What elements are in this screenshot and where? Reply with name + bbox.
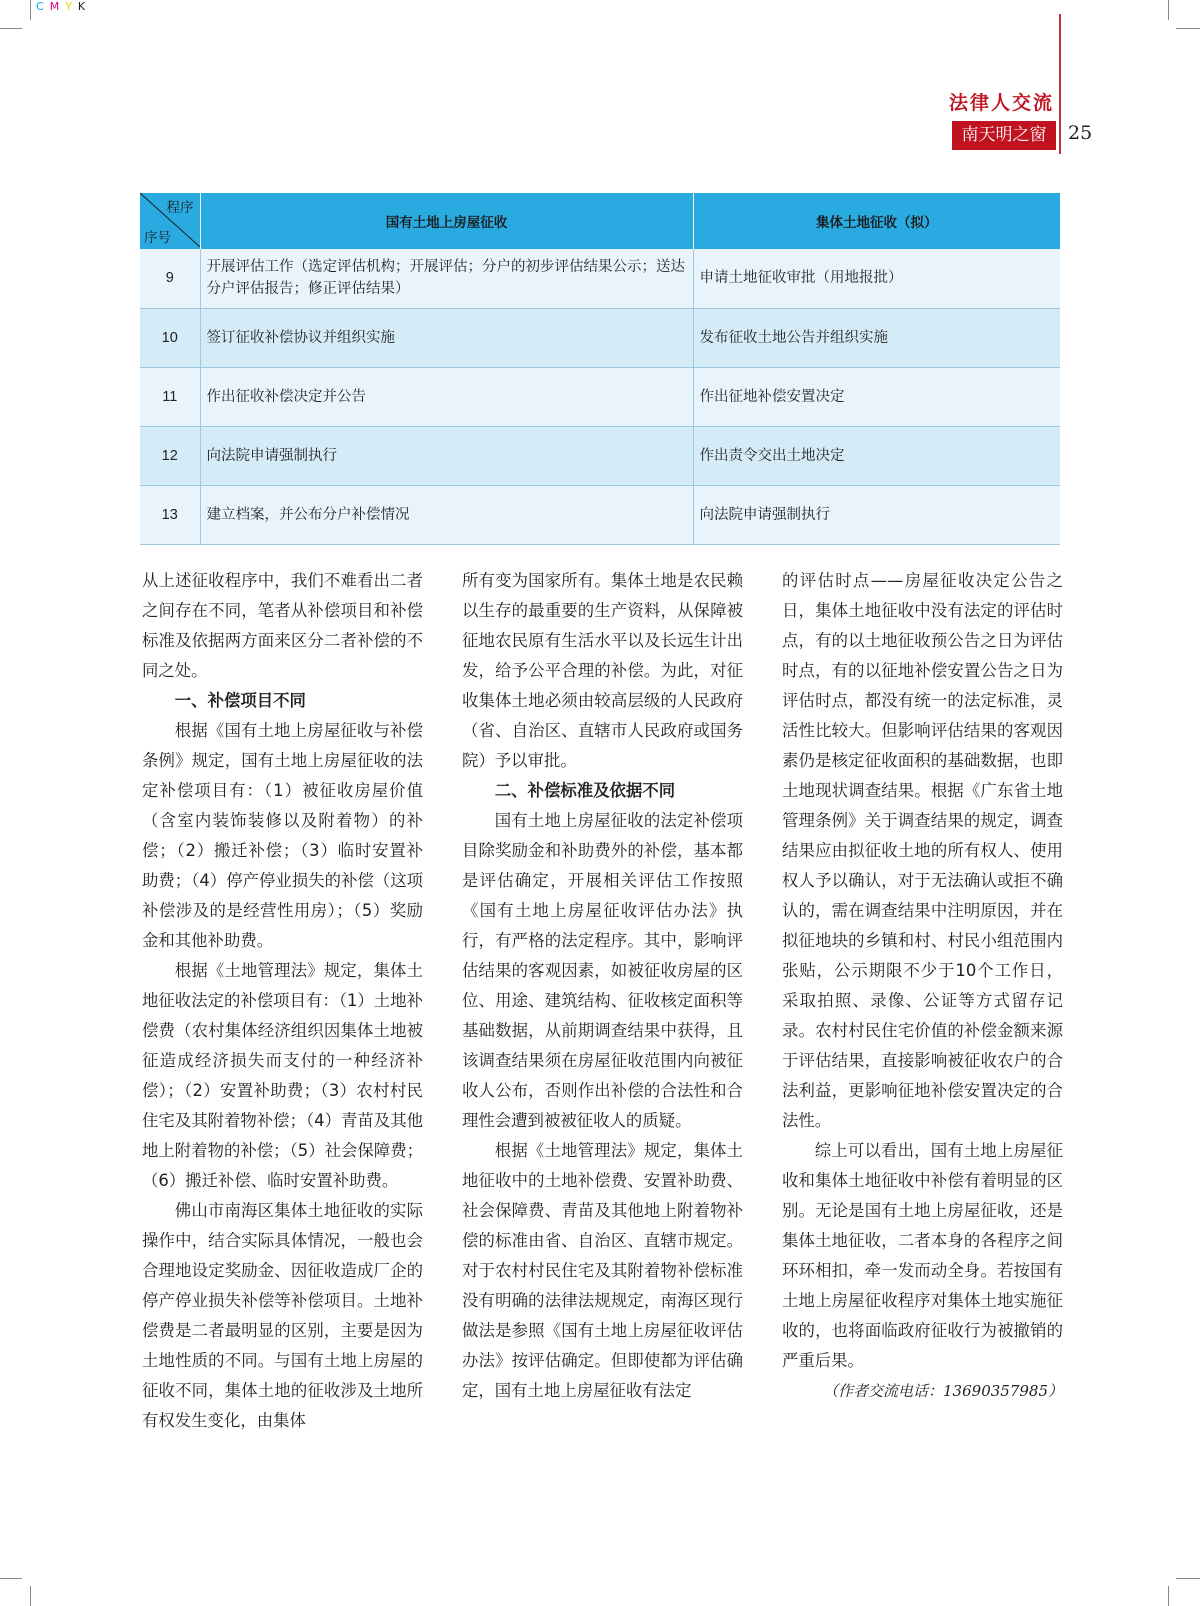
crop-mark [30, 0, 31, 20]
state-step: 建立档案，并公布分户补偿情况 [200, 485, 693, 544]
state-step: 签订征收补偿协议并组织实施 [200, 308, 693, 367]
paragraph: 根据《国有土地上房屋征收与补偿条例》规定，国有土地上房屋征收的法定补偿项目有：（1）被征收房屋价值（含室内装饰装修以及附着物）的补偿；（2）搬迁补偿；（3）临时安置补助费；（4）停产停业损失的补偿（这项补偿涉及的是经营性用房）；（5）奖励金和其他补助费。 [142, 721, 423, 950]
paragraph: 根据《土地管理法》规定，集体土地征收中的土地补偿费、安置补助费、社会保障费、青苗及其他地上附着物补偿的标准由省、自治区、直辖市规定。对于农村村民住宅及其附着物补偿标准没有明确的法律法规规定，南海区现行做法是参照《国有土地上房屋征收评估办法》按评估确定。但即使都为评估确定，国有土地上房屋征收有法定 [462, 1141, 743, 1400]
paragraph: 佛山市南海区集体土地征收的实际操作中，结合实际具体情况，一般也会合理地设定奖励金、因征收造成厂企的停产停业损失补偿等补偿项目。土地补偿费是二者最明显的区别，主要是因为土地性质的不同。与国有土地上房屋的征收不同，集体土地的征收涉及土地所有权发生变化，由集体 [142, 1201, 423, 1430]
state-step: 向法院申请强制执行 [200, 426, 693, 485]
section-title: 法律人交流 [948, 92, 1054, 114]
table-row [140, 485, 1060, 544]
row-number: 9 [140, 249, 200, 308]
crop-mark [1168, 1586, 1169, 1606]
column-header-collective: 集体土地征收（拟） [693, 193, 1060, 249]
corner-label-top: 程序 [166, 200, 194, 216]
article-column-3 [782, 566, 1063, 1406]
row-number: 10 [140, 308, 200, 367]
crop-mark [0, 1578, 22, 1579]
section-heading: 一、补偿项目不同 [174, 691, 306, 710]
crop-mark [1168, 0, 1169, 20]
crop-mark [1176, 1578, 1200, 1579]
collective-step: 作出责令交出土地决定 [693, 426, 1060, 485]
table-row [140, 308, 1060, 367]
paragraph: 国有土地上房屋征收的法定补偿项目除奖励金和补助费外的补偿，基本都是评估确定，开展相关评估工作按照《国有土地上房屋征收评估办法》执行，有严格的法定程序。其中，影响评估结果的客观因素，如被征收房屋的区位、用途、建筑结构、征收核定面积等基础数据，从前期调查结果中获得，且该调查结果须在房屋征收范围内向被征收人公布，否则作出补偿的合法性和合理性会遭到被被征收人的质疑。 [462, 811, 743, 1130]
table-row [140, 367, 1060, 426]
crop-mark [0, 28, 22, 29]
corner-header [140, 193, 200, 249]
row-number: 13 [140, 485, 200, 544]
collective-step: 申请土地征收审批（用地报批） [693, 249, 1060, 308]
collective-step: 向法院申请强制执行 [693, 485, 1060, 544]
paragraph: 的评估时点——房屋征收决定公告之日，集体土地征收中没有法定的评估时点，有的以土地征收预公告之日为评估时点，有的以征地补偿安置公告之日为评估时点，都没有统一的法定标准，灵活性比较大。但影响评估结果的客观因素仍是核定征收面积的基础数据，也即土地现状调查结果。根据《广东省土地管理条例》关于调查结果的规定，调查结果应由拟征收土地的所有权人、使用权人予以确认，对于无法确认或拒不确认的，需在调查结果中注明原因，并在拟征地块的乡镇和村、村民小组范围内张贴，公示期限不少于10个工作日，采取拍照、录像、公证等方式留存记录。农村村民住宅价值的补偿金额来源于评估结果，直接影响被征收农户的合法利益，更影响征地补偿安置决定的合法性。 [782, 571, 1063, 1130]
cmyk-marker [36, 0, 91, 13]
crop-mark [1176, 28, 1200, 29]
column-badge: 南天明之窗 [952, 121, 1056, 150]
cmyk-y: Y [65, 0, 78, 13]
header-rule [1059, 14, 1061, 154]
cmyk-k: K [77, 0, 92, 13]
author-contact: （作者交流电话：13690357985） [823, 1382, 1063, 1400]
collective-step: 发布征收土地公告并组织实施 [693, 308, 1060, 367]
paragraph: 从上述征收程序中，我们不难看出二者之间存在不同，笔者从补偿项目和补偿标准及依据两方面来区分二者补偿的不同之处。 [142, 571, 423, 680]
cmyk-m: M [49, 0, 66, 13]
table-row [140, 249, 1060, 308]
page-number: 25 [1068, 122, 1093, 144]
collective-step: 作出征地补偿安置决定 [693, 367, 1060, 426]
corner-label-bottom: 序号 [144, 230, 171, 246]
cmyk-c: C [36, 0, 50, 13]
article-column-1 [142, 566, 423, 1436]
paragraph: 所有变为国家所有。集体土地是农民赖以生存的最重要的生产资料，从保障被征地农民原有生活水平以及长远生计出发，给予公平合理的补偿。为此，对征收集体土地必须由较高层级的人民政府（省、自治区、直辖市人民政府或国务院）予以审批。 [462, 571, 743, 770]
state-step: 作出征收补偿决定并公告 [200, 367, 693, 426]
column-header-state: 国有土地上房屋征收 [200, 193, 693, 249]
article-column-2 [462, 566, 743, 1406]
procedure-table [140, 193, 1060, 545]
row-number: 11 [140, 367, 200, 426]
state-step: 开展评估工作（选定评估机构；开展评估；分户的初步评估结果公示；送达分户评估报告；修正评估结果） [200, 249, 693, 308]
paragraph: 根据《土地管理法》规定，集体土地征收法定的补偿项目有：（1）土地补偿费（农村集体经济组织因集体土地被征造成经济损失而支付的一种经济补偿）；（2）安置补助费；（3）农村村民住宅及其附着物补偿；（4）青苗及其他地上附着物的补偿；（5）社会保障费；（6）搬迁补偿、临时安置补助费。 [142, 961, 423, 1190]
section-heading: 二、补偿标准及依据不同 [494, 781, 676, 800]
table-row [140, 426, 1060, 485]
crop-mark [30, 1586, 31, 1606]
paragraph: 综上可以看出，国有土地上房屋征收和集体土地征收中补偿有着明显的区别。无论是国有土地上房屋征收，还是集体土地征收，二者本身的各程序之间环环相扣，牵一发而动全身。若按国有土地上房屋征收程序对集体土地实施征收的，也将面临政府征收行为被撤销的严重后果。 [782, 1141, 1063, 1370]
row-number: 12 [140, 426, 200, 485]
